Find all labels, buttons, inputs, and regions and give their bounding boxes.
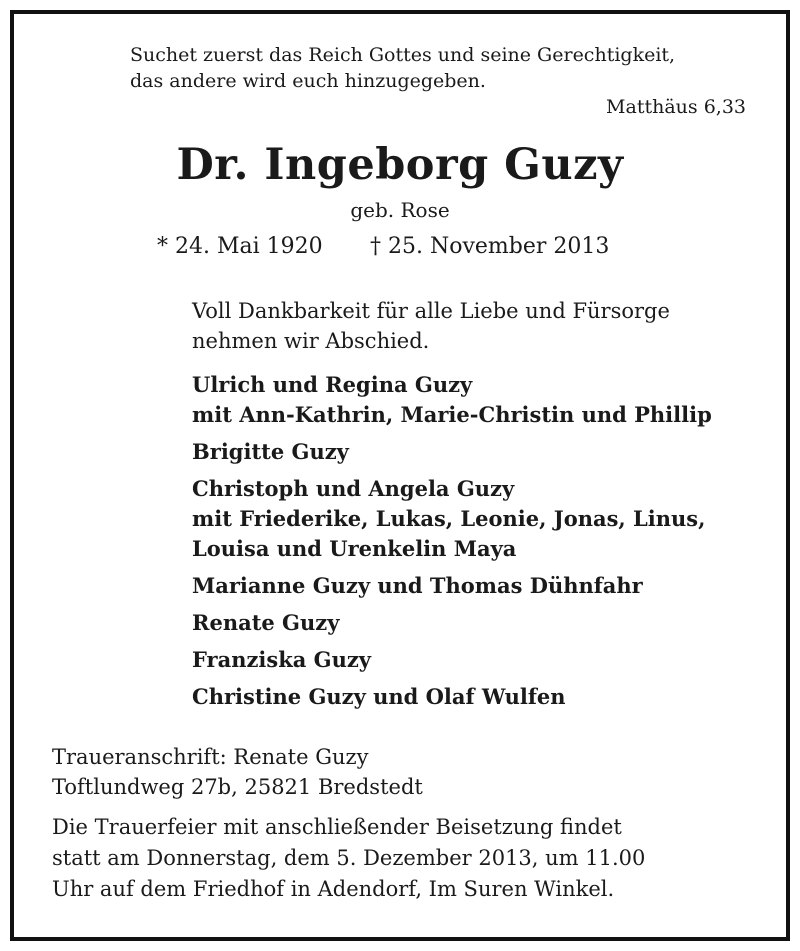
- family-line: Marianne Guzy und Thomas Dühnfahr: [192, 573, 643, 598]
- obituary-content: [14, 14, 786, 937]
- family-list: [192, 370, 712, 719]
- verse-line: das andere wird euch hinzugegeben.: [130, 70, 486, 92]
- family-group: [192, 370, 712, 430]
- farewell-line: nehmen wir Abschied.: [192, 329, 430, 353]
- family-group: [192, 682, 712, 712]
- obituary-border: [10, 10, 790, 941]
- farewell-text: [192, 296, 670, 356]
- family-line: Christoph und Angela Guzy: [192, 476, 515, 501]
- mourning-address: [52, 742, 423, 802]
- birth-date: * 24. Mai 1920: [157, 234, 323, 259]
- address-line: Traueranschrift: Renate Guzy: [52, 745, 369, 769]
- address-line: Toftlundweg 27b, 25821 Bredstedt: [52, 775, 423, 799]
- family-line: Brigitte Guzy: [192, 439, 349, 464]
- service-line: Die Trauerfeier mit anschließender Beisetzung findet: [52, 815, 622, 839]
- verse-reference: Matthäus 6,33: [606, 96, 746, 118]
- birth-name: geb. Rose: [350, 198, 450, 222]
- family-line: mit Friederike, Lukas, Leonie, Jonas, Linus,: [192, 506, 706, 531]
- service-line: statt am Donnerstag, dem 5. Dezember 2013, um 11.00: [52, 846, 646, 870]
- family-group: [192, 437, 712, 467]
- family-group: [192, 474, 712, 564]
- family-line: Ulrich und Regina Guzy: [192, 372, 473, 397]
- service-line: Uhr auf dem Friedhof in Adendorf, Im Suren Winkel.: [52, 877, 615, 901]
- death-date: † 25. November 2013: [370, 234, 610, 259]
- family-line: Louisa und Urenkelin Maya: [192, 536, 517, 561]
- family-group: [192, 645, 712, 675]
- family-group: [192, 571, 712, 601]
- family-line: Christine Guzy und Olaf Wulfen: [192, 684, 566, 709]
- verse-line: Suchet zuerst das Reich Gottes und seine Gerechtigkeit,: [130, 44, 676, 66]
- bible-verse: [130, 42, 675, 94]
- funeral-service-info: [52, 812, 645, 905]
- family-line: Renate Guzy: [192, 610, 340, 635]
- farewell-line: Voll Dankbarkeit für alle Liebe und Fürsorge: [192, 299, 670, 323]
- deceased-name: Dr. Ingeborg Guzy: [176, 140, 624, 190]
- family-line: mit Ann-Kathrin, Marie-Christin und Phillip: [192, 402, 712, 427]
- family-line: Franziska Guzy: [192, 647, 372, 672]
- family-group: [192, 608, 712, 638]
